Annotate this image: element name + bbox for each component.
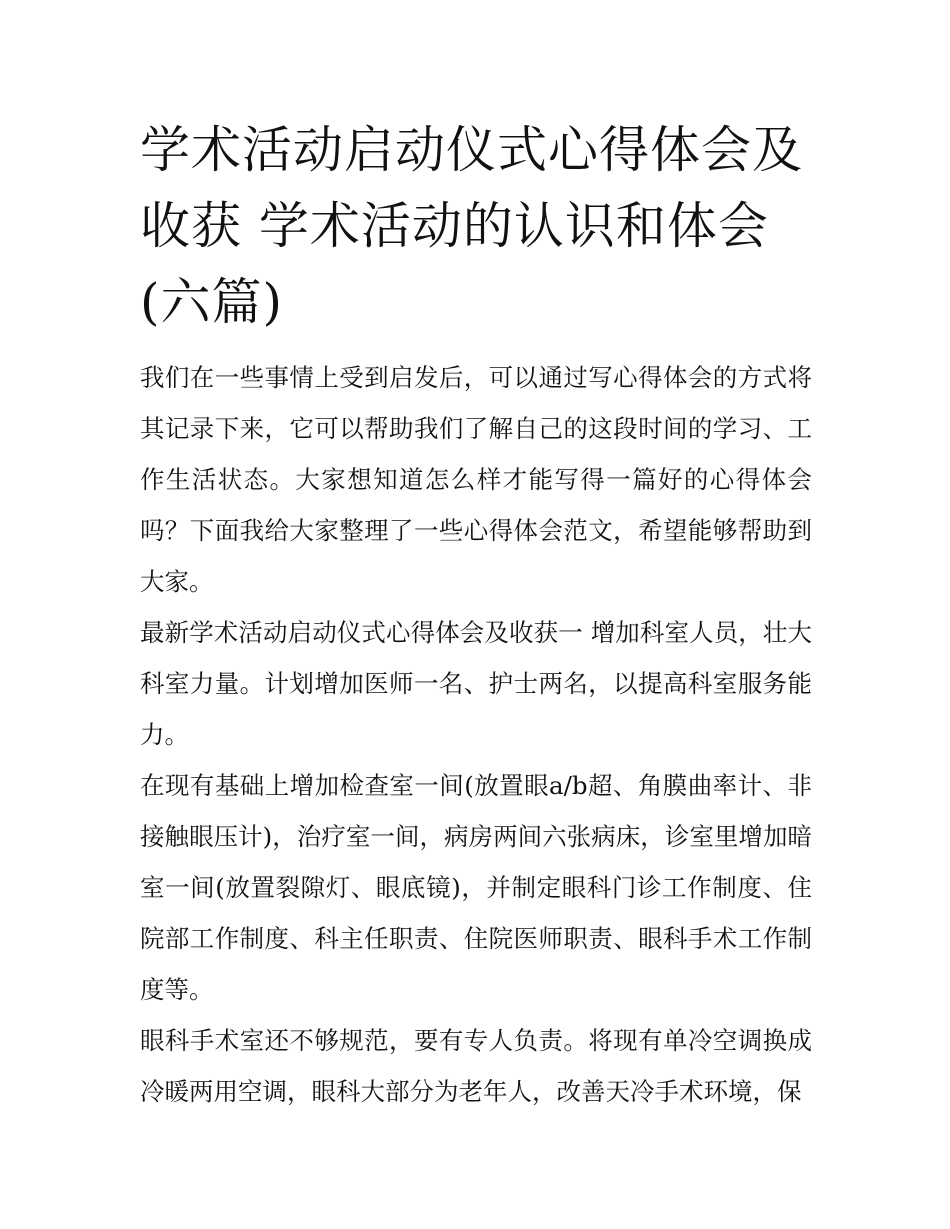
paragraph-staffing: 最新学术活动启动仪式心得体会及收获一 增加科室人员，壮大科室力量。计划增加医师一名、护士两名，以提高科室服务能力。 (140, 618, 812, 749)
document-title: 学术活动启动仪式心得体会及收获 学术活动的认识和体会(六篇) (140, 121, 803, 331)
document-page (140, 112, 812, 1117)
paragraph-facilities: 在现有基础上增加检查室一间(放置眼a/b超、角膜曲率计、非接触眼压计)，治疗室一间，病房两间六张病床，诊室里增加暗室一间(放置裂隙灯、眼底镜)，并制定眼科门诊工作制度、住院部工作制度、科主任职责、住院医师职责、眼科手术工作制度等。 (140, 771, 812, 1004)
document-body (140, 352, 812, 1117)
paragraph-operating-room: 眼科手术室还不够规范，要有专人负责。将现有单冷空调换成冷暖两用空调，眼科大部分为老年人，改善天冷手术环境，保 (140, 1026, 812, 1106)
paragraph-intro: 我们在一些事情上受到启发后，可以通过写心得体会的方式将其记录下来，它可以帮助我们了解自己的这段时间的学习、工作生活状态。大家想知道怎么样才能写得一篇好的心得体会吗？下面我给大家整理了一些心得体会范文，希望能够帮助到大家。 (140, 363, 812, 596)
